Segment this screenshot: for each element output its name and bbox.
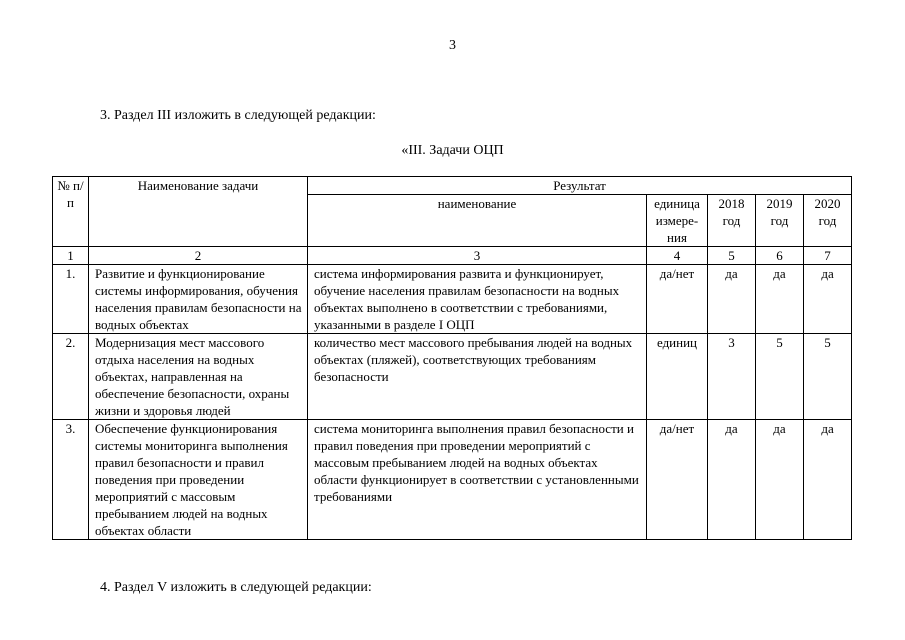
next-paragraph: 4. Раздел V изложить в следующей редакции: [100,580,372,595]
column-number: 4 [647,247,708,265]
header-task-name: Наименование задачи [89,177,308,247]
page-number: 3 [449,38,456,53]
row-2020: да [804,265,852,334]
table-caption: «III. Задачи ОЦП [401,143,504,158]
row-unit: единиц [647,334,708,420]
row-task: Модернизация мест массового отдыха населения на водных объектах, направленная на обеспечение безопасности, охраны жизни и здоровья людей [89,334,308,420]
table-row [53,334,852,420]
table-row [53,265,852,334]
column-number: 5 [708,247,756,265]
header-result: Результат [308,177,852,195]
column-number: 7 [804,247,852,265]
column-number: 2 [89,247,308,265]
row-task: Развитие и функционирование системы информирования, обучения населения правилам безопасности на водных объектах [89,265,308,334]
header-num: № п/п [53,177,89,247]
row-result: система информирования развита и функционирует, обучение населения правилам безопасности на водных объектах выполнено в соответствии с требованиями, указанными в разделе I ОЦП [308,265,647,334]
row-result: количество мест массового пребывания людей на водных объектах (пляжей), соответствующих требованиям безопасности [308,334,647,420]
row-2020: да [804,420,852,540]
row-num: 3. [53,420,89,540]
table-row [53,420,852,540]
column-number: 3 [308,247,647,265]
column-number-row [53,247,852,265]
row-task: Обеспечение функционирования системы мониторинга выполнения правил безопасности и правил поведения при проведении мероприятий с массовым пребыванием людей на водных объектах области [89,420,308,540]
intro-paragraph: 3. Раздел III изложить в следующей редакции: [100,108,376,123]
header-result-name: наименование [308,195,647,247]
header-unit: единица измере-ния [647,195,708,247]
row-2019: да [756,420,804,540]
row-2018: 3 [708,334,756,420]
row-result: система мониторинга выполнения правил безопасности и правил поведения при проведении мероприятий с массовым пребыванием людей на водных объектах области функционирует в соответствии с установленными требованиями [308,420,647,540]
row-2018: да [708,265,756,334]
column-number: 6 [756,247,804,265]
header-2018: 2018 год [708,195,756,247]
tasks-table [52,176,852,540]
row-2019: 5 [756,334,804,420]
row-num: 1. [53,265,89,334]
row-unit: да/нет [647,420,708,540]
row-num: 2. [53,334,89,420]
column-number: 1 [53,247,89,265]
header-2020: 2020 год [804,195,852,247]
row-2018: да [708,420,756,540]
row-unit: да/нет [647,265,708,334]
header-2019: 2019 год [756,195,804,247]
row-2019: да [756,265,804,334]
row-2020: 5 [804,334,852,420]
